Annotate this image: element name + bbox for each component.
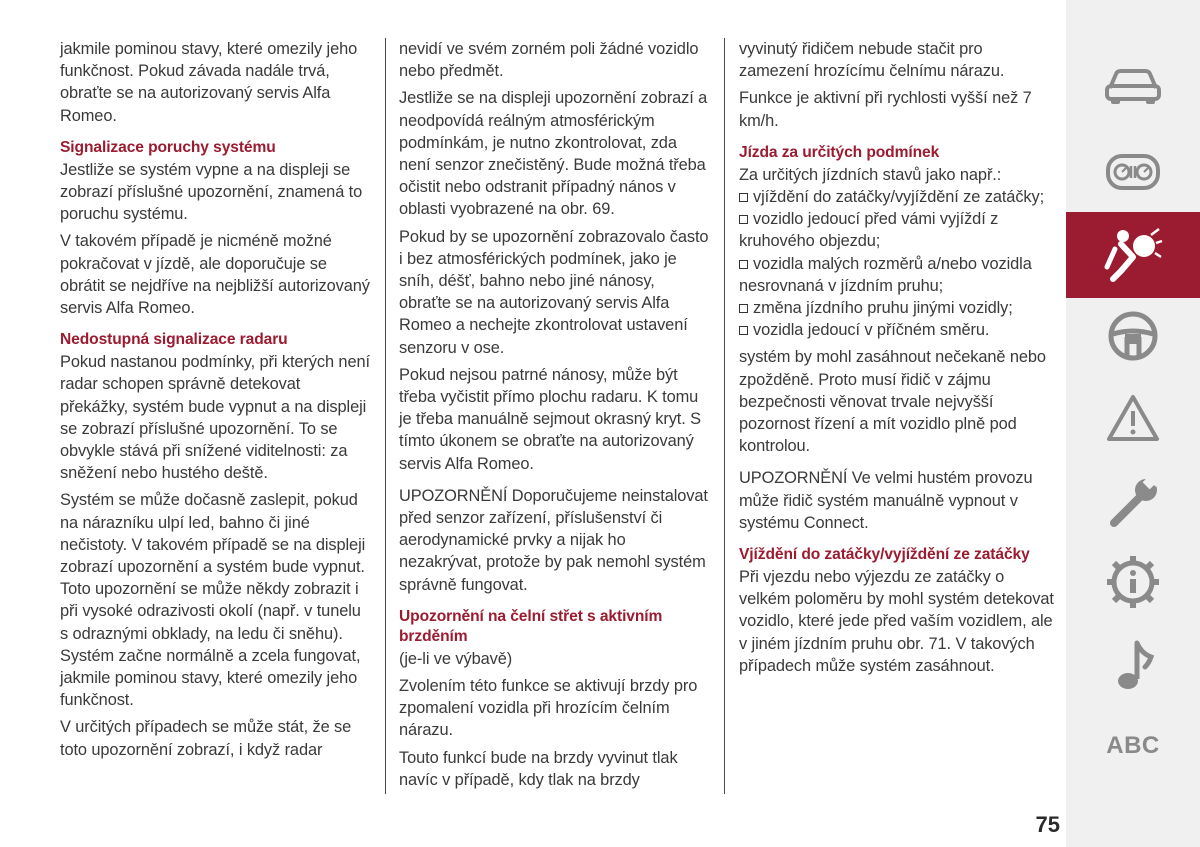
chapter-sidebar — [1066, 0, 1200, 847]
checkbox-bullet-icon — [739, 326, 748, 335]
checkbox-bullet-icon — [739, 304, 748, 313]
text-column-1 — [60, 38, 372, 796]
paragraph: Za určitých jízdních stavů jako např.: — [739, 165, 1002, 184]
column-divider — [724, 38, 725, 794]
paragraph: nevidí ve svém zorném poli žádné vozidlo nebo předmět. — [399, 40, 699, 81]
section-heading: Signalizace poruchy systému — [60, 138, 276, 156]
index-abc-link[interactable]: ABC — [1106, 732, 1160, 759]
paragraph: Jestliže se systém vypne a na displeji se zobrazí příslušné upozornění, znamená to poruchu systému. — [60, 160, 363, 224]
list-item-text: změna jízdního pruhu jinými vozidly; — [753, 299, 1013, 318]
paragraph: Systém se může dočasně zaslepit, pokud na nárazníku ulpí led, bahno či jiné nečistoty. V takovém případě se na displeji zobrazí upozornění a systém bude vypnut. Toto upozornění se může někdy zobrazit i při vysoké odrazivosti okolí (např. v tunelu s odraznými obklady, na ledu či sněhu). Systém začne normálně a zcela fungovat, jakmile pominou stavy, které omezily jeho funkčnost. — [60, 491, 366, 710]
paragraph: Pokud nastanou podmínky, při kterých není radar schopen správně detekovat překážky, systém bude vypnut a na displeji se zobrazí příslušné upozornění. To se obvykle stává při snížené viditelnosti: za sněžení nebo hustého deště. — [60, 353, 370, 483]
section-heading: Nedostupná signalizace radaru — [60, 331, 288, 349]
paragraph: Jestliže se na displeji upozornění zobrazí a neodpovídá reálným atmosférickým podmínkám, je nutno zkontrolovat, zda není senzor znečistěný. Bude možná třeba očistit nebo odstranit případný nános v oblasti vyobrazené na obr. 69. — [399, 89, 708, 219]
paragraph: Funkce je aktivní při rychlosti vyšší než 7 km/h. — [739, 89, 1032, 130]
paragraph: Zvolením této funkce se aktivují brzdy pro zpomalení vozidla při hrozícím čelním nárazu. — [399, 677, 698, 740]
list-item — [739, 319, 1055, 341]
list-item — [739, 253, 1055, 297]
car-icon[interactable] — [1066, 56, 1200, 116]
paragraph: (je-li ve výbavě) — [399, 649, 513, 668]
paragraph: V určitých případech se může stát, že se toto upozornění zobrazí, i když radar — [60, 718, 352, 759]
dashboard-icon[interactable] — [1066, 142, 1200, 202]
paragraph: Pokud by se upozornění zobrazovalo často i bez atmosférických podmínek, jako je sníh, déšť, bahno nebo jiné nánosy, obraťte se na autorizovaný servis Alfa Romeo a nechejte zkontrolovat ustavení senzoru v ose. — [399, 227, 709, 357]
section-heading: Upozornění na čelní střet s aktivním brzděním — [399, 607, 663, 645]
checkbox-bullet-icon — [739, 215, 748, 224]
warning-note: UPOZORNĚNÍ Doporučujeme neinstalovat před senzor zařízení, příslušenství či aerodynamické prvky a nijak ho nezakrývat, protože by pak nemohl systém správně fungovat. — [399, 486, 708, 594]
section-heading: Vjíždění do zatáčky/vyjíždění ze zatáčky — [739, 546, 1030, 564]
paragraph: Při vjezdu nebo výjezdu ze zatáčky o velkém poloměru by mohl systém detekovat vozidlo, které jede před vaším vozidlem, ale v jiném jízdním pruhu obr. 71. V takových případech může systém zasáhnout. — [739, 568, 1054, 675]
music-note-icon[interactable] — [1066, 636, 1200, 696]
checkbox-bullet-icon — [739, 260, 748, 269]
checkbox-bullet-icon — [739, 193, 748, 202]
info-gear-icon[interactable] — [1066, 552, 1200, 612]
page-number: 75 — [1035, 812, 1060, 837]
text-column-3 — [739, 38, 1055, 796]
warning-note: UPOZORNĚNÍ Ve velmi hustém provozu může řidič systém manuálně vypnout v systému Connect. — [739, 469, 1033, 532]
steering-wheel-icon[interactable] — [1066, 306, 1200, 366]
list-item-text: vozidla jedoucí v příčném směru. — [753, 321, 990, 340]
text-column-2 — [399, 38, 711, 796]
paragraph: jakmile pominou stavy, které omezily jeho funkčnost. Pokud závada nadále trvá, obraťte se na autorizovaný servis Alfa Romeo. — [60, 40, 358, 125]
paragraph: Pokud nejsou patrné nánosy, může být třeba vyčistit přímo plochu radaru. K tomu je třeba manuálně sejmout okrasný kryt. S tímto úkonem se obraťte na autorizovaný servis Alfa Romeo. — [399, 365, 702, 473]
list-item-text: vozidlo jedoucí před vámi vyjíždí z kruhového objezdu; — [739, 210, 999, 251]
condition-list — [739, 186, 1055, 341]
list-item — [739, 208, 1055, 252]
paragraph: systém by mohl zasáhnout nečekaně nebo zpožděně. Proto musí řidič v zájmu bezpečnosti věnovat trvale nejvyšší pozornost řízení a mít vozidlo plně pod kontrolou. — [739, 348, 1046, 456]
list-item — [739, 297, 1055, 319]
column-divider — [385, 38, 386, 794]
paragraph: vyvinutý řidičem nebude stačit pro zamezení hrozícímu čelnímu nárazu. — [739, 40, 1005, 81]
list-item-text: vjíždění do zatáčky/vyjíždění ze zatáčky; — [753, 188, 1045, 207]
list-item — [739, 186, 1055, 208]
paragraph: V takovém případě je nicméně možné pokračovat v jízdě, ale doporučuje se obrátit se nejdříve na nejbližší autorizovaný servis Alfa Romeo. — [60, 232, 370, 318]
section-heading: Jízda za určitých podmínek — [739, 143, 940, 161]
airbag-safety-icon[interactable] — [1066, 212, 1200, 298]
wrench-icon[interactable] — [1066, 472, 1200, 532]
warning-triangle-icon[interactable] — [1066, 388, 1200, 448]
list-item-text: vozidla malých rozměrů a/nebo vozidla nesrovnaná v jízdním pruhu; — [739, 254, 1032, 295]
paragraph: Touto funkcí bude na brzdy vyvinut tlak navíc v případě, kdy tlak na brzdy — [399, 748, 678, 789]
